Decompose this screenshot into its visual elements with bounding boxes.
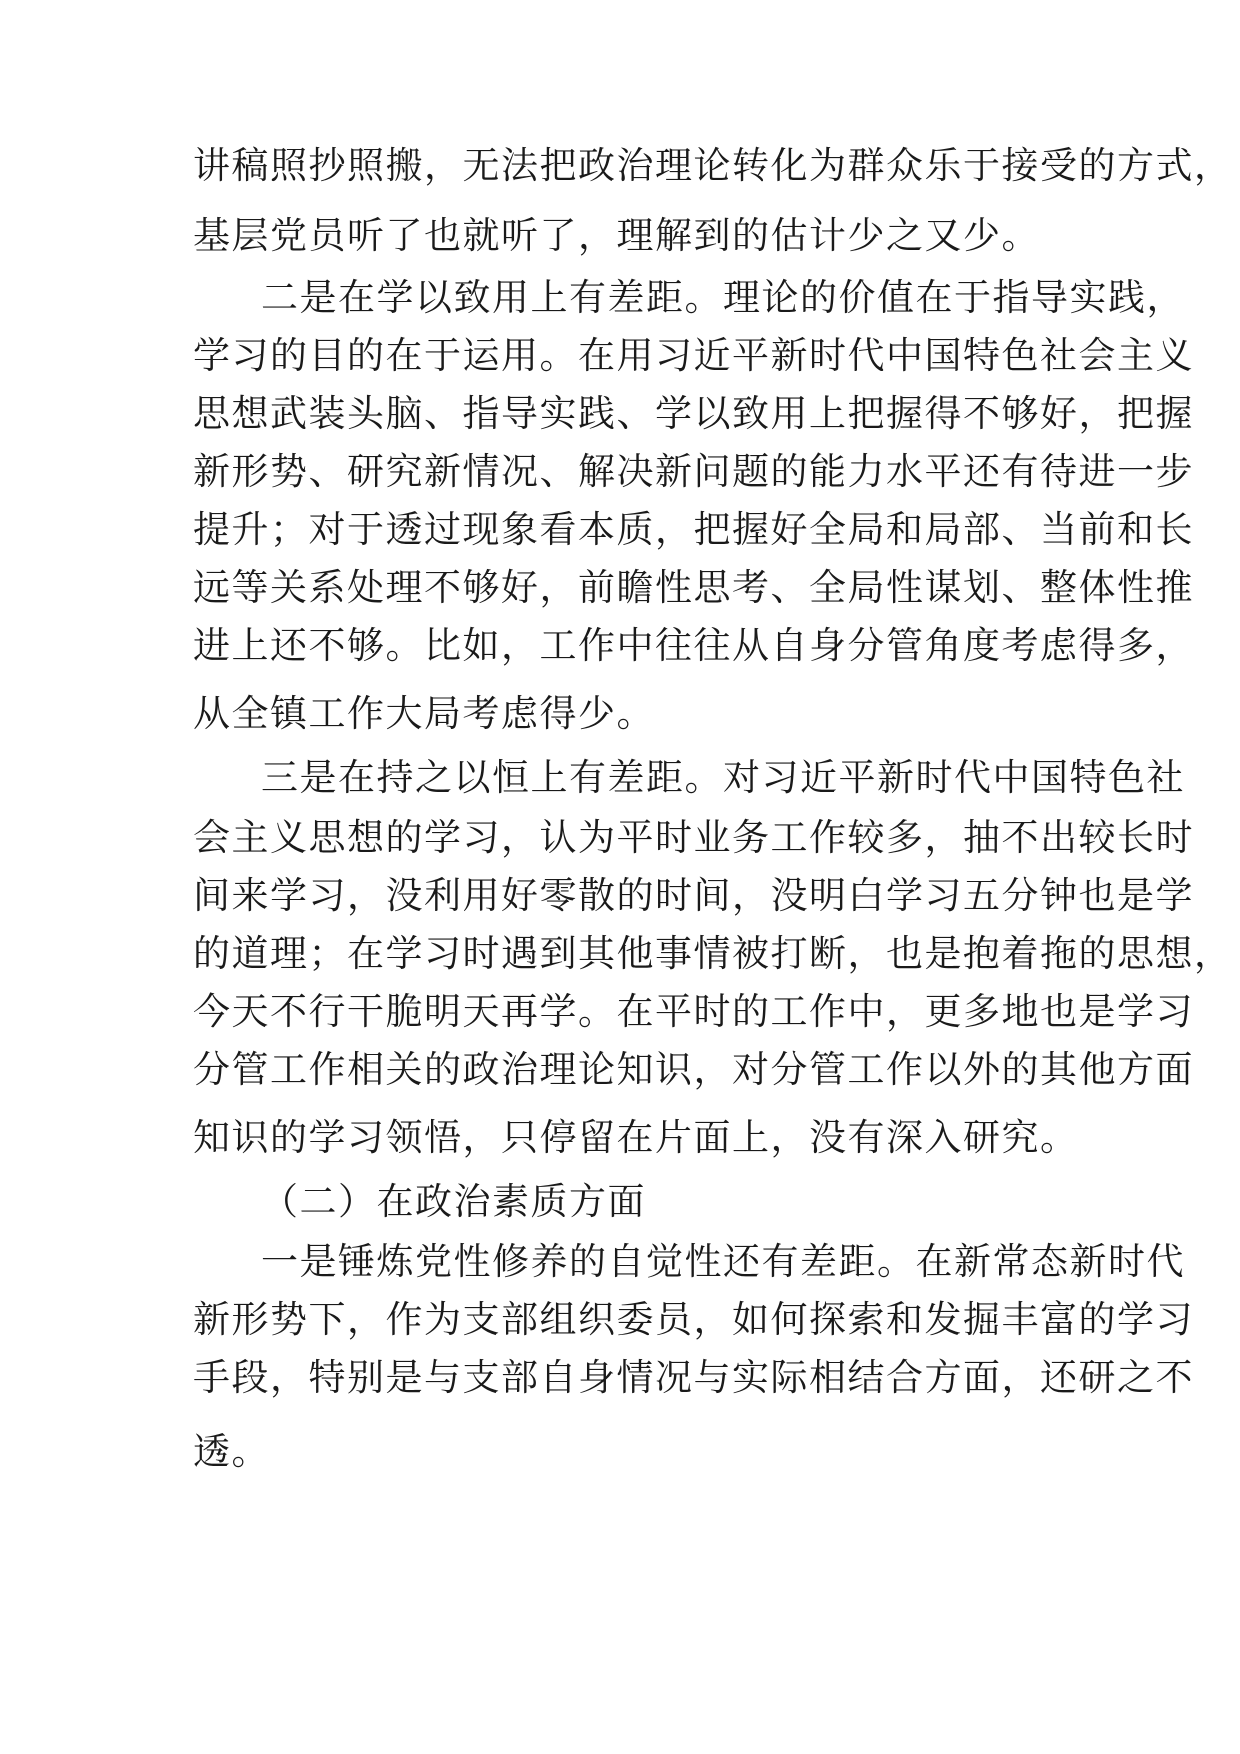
paragraph-2-line-8: 从全镇工作大局考虑得少。 xyxy=(193,692,655,735)
paragraph-4-line-3: 手段，特别是与支部自身情况与实际相结合方面，还研之不 xyxy=(193,1356,1194,1399)
paragraph-4-line-1: 一是锤炼党性修养的自觉性还有差距。在新常态新时代 xyxy=(261,1240,1185,1283)
paragraph-3-line-5: 今天不行干脆明天再学。在平时的工作中，更多地也是学习 xyxy=(193,990,1194,1033)
paragraph-2-line-4: 新形势、研究新情况、解决新问题的能力水平还有待进一步 xyxy=(193,450,1194,493)
paragraph-2-line-3: 思想武装头脑、指导实践、学以致用上把握得不够好，把握 xyxy=(193,392,1194,435)
paragraph-2-line-7: 进上还不够。比如，工作中往往从自身分管角度考虑得多， xyxy=(193,624,1194,667)
paragraph-2-line-1: 二是在学以致用上有差距。理论的价值在于指导实践， xyxy=(261,276,1185,319)
paragraph-1-line-1: 讲稿照抄照搬，无法把政治理论转化为群众乐于接受的方式， xyxy=(193,144,1233,187)
paragraph-4-line-4: 透。 xyxy=(193,1430,270,1473)
paragraph-3-line-4: 的道理；在学习时遇到其他事情被打断，也是抱着拖的思想， xyxy=(193,932,1233,975)
paragraph-3-line-1: 三是在持之以恒上有差距。对习近平新时代中国特色社 xyxy=(261,756,1185,799)
paragraph-3-line-6: 分管工作相关的政治理论知识，对分管工作以外的其他方面 xyxy=(193,1048,1194,1091)
paragraph-2-line-2: 学习的目的在于运用。在用习近平新时代中国特色社会主义 xyxy=(193,334,1194,377)
paragraph-2-line-5: 提升；对于透过现象看本质，把握好全局和局部、当前和长 xyxy=(193,508,1194,551)
section-heading: （二）在政治素质方面 xyxy=(261,1180,646,1223)
paragraph-3-line-3: 间来学习，没利用好零散的时间，没明白学习五分钟也是学 xyxy=(193,874,1194,917)
paragraph-2-line-6: 远等关系处理不够好，前瞻性思考、全局性谋划、整体性推 xyxy=(193,566,1194,609)
paragraph-3-line-2: 会主义思想的学习，认为平时业务工作较多，抽不出较长时 xyxy=(193,816,1194,859)
paragraph-1-line-2: 基层党员听了也就听了，理解到的估计少之又少。 xyxy=(193,214,1040,257)
paragraph-4-line-2: 新形势下，作为支部组织委员，如何探索和发掘丰富的学习 xyxy=(193,1298,1194,1341)
paragraph-3-line-7: 知识的学习领悟，只停留在片面上，没有深入研究。 xyxy=(193,1116,1079,1159)
